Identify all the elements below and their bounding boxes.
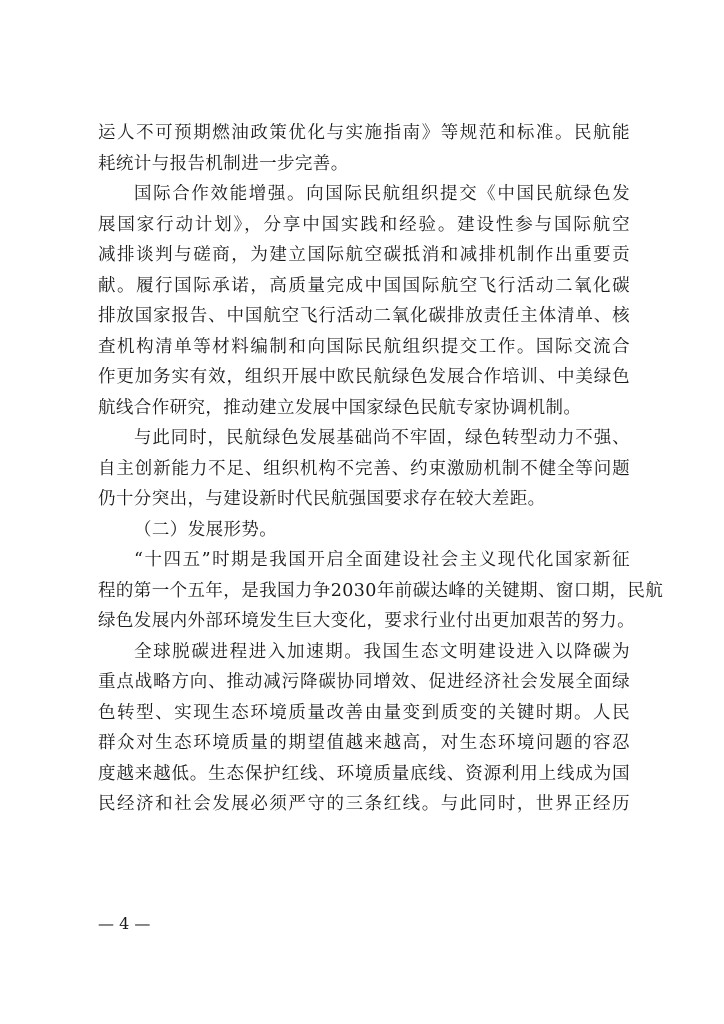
paragraph-start-line: 全球脱碳进程进入加速期。我国生态文明建设进入以降碳为 [134,641,630,662]
text-line: 自主创新能力不足、组织机构不完善、约束激励机制不健全等问题 [98,458,630,479]
paragraph-start-line: “十四五”时期是我国开启全面建设社会主义现代化国家新征 [134,550,630,570]
text-line: 民经济和社会发展必须严守的三条红线。与此同时，世界正经历 [98,794,630,814]
document-body [98,118,664,820]
text-line: 运人不可预期燃油政策优化与实施指南》等规范和标准。民航能 [98,123,630,143]
text-line: 排放国家报告、中国航空飞行活动二氧化碳排放责任主体清单、核 [98,306,630,326]
paragraph-start-line: 与此同时，民航绿色发展基础尚不牢固，绿色转型动力不强、 [134,428,630,448]
text-line: 度越来越低。生态保护红线、环境质量底线、资源利用上线成为国 [98,763,630,784]
page-number: — 4 — [98,914,151,933]
text-line: 程的第一个五年，是我国力争2030年前碳达峰的关键期、窗口期，民航 [98,580,664,601]
text-line: 查机构清单等材料编制和向国际民航组织提交工作。国际交流合 [98,336,630,357]
text-line: 作更加务实有效，组织开展中欧民航绿色发展合作培训、中美绿色 [98,367,630,387]
text-line: 献。履行国际承诺，高质量完成中国国际航空飞行活动二氧化碳 [98,275,630,296]
text-line: 重点战略方向、推动减污降碳协同增效、促进经济社会发展全面绿 [98,672,630,692]
text-line: 色转型、实现生态环境质量改善由量变到质变的关键时期。人民 [98,702,630,723]
text-line: 绿色发展内外部环境发生巨大变化，要求行业付出更加艰苦的努力。 [98,611,635,631]
text-line: 仍十分突出，与建设新时代民航强国要求存在较大差距。 [98,489,546,509]
text-line: 减排谈判与磋商，为建立国际航空碳抵消和减排机制作出重要贡 [98,245,630,265]
paragraph-start-line: 国际合作效能增强。向国际民航组织提交《中国民航绿色发 [134,184,630,204]
text-line: 展国家行动计划》，分享中国实践和经验。建设性参与国际航空 [98,214,630,235]
text-line: 航线合作研究，推动建立发展中国家绿色民航专家协调机制。 [98,397,582,418]
section-heading: （二）发展形势。 [134,519,278,540]
text-line: 群众对生态环境质量的期望值越来越高，对生态环境问题的容忍 [98,733,630,753]
text-line: 耗统计与报告机制进一步完善。 [98,153,349,174]
